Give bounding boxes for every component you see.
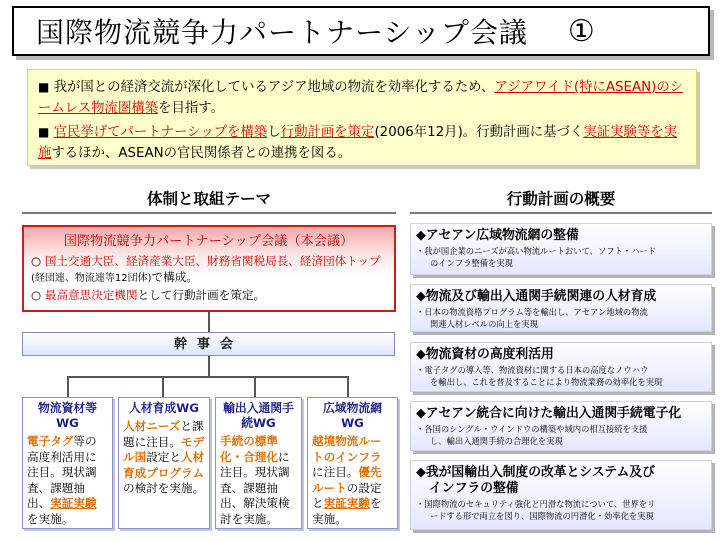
bullet-square-icon: ■ — [38, 80, 50, 94]
wg-box-network — [307, 397, 398, 529]
connector-line — [208, 312, 210, 332]
wg-body — [312, 434, 393, 527]
wg-title: 広域物流網WG — [323, 401, 382, 430]
council-members: 国土交通大臣、経済産業大臣、財務省関税局長、経済団体トップ — [44, 254, 381, 268]
wg-box-customs — [215, 397, 302, 529]
wg-highlight: モデル国 — [123, 434, 205, 464]
council-bullet-2 — [31, 288, 386, 304]
action-item-desc: ・日本の物流資格プログラム等を輸出し、アセアン地域の物流 — [416, 307, 648, 317]
wg-text: の検討を実施。 — [123, 481, 205, 495]
action-item-desc: 関連人材レベルの向上を実現 — [430, 318, 538, 329]
left-section-header: 体制と取組テーマ — [22, 184, 396, 214]
action-item-desc: を輸出し、これを普及することにより物流業務の効率化を実現 — [430, 376, 663, 387]
intro-text: を目指す。 — [158, 101, 225, 116]
connector-line — [208, 356, 210, 376]
wg-text: と課題に注目。 — [123, 419, 204, 449]
intro-box — [27, 69, 697, 166]
wg-title: 物流資材等WG — [38, 401, 97, 430]
action-item-title: インフラの整備 — [429, 481, 519, 496]
action-item-4 — [410, 401, 712, 451]
action-item-3 — [410, 342, 712, 392]
wg-text: 設定と — [146, 450, 181, 464]
connector-line — [67, 376, 69, 397]
action-item-desc: のインフラ整備を実現 — [430, 257, 513, 268]
action-item-1 — [410, 223, 712, 275]
page-title: 国際物流競争力パートナーシップ会議 — [36, 16, 528, 49]
wg-body — [123, 419, 205, 497]
action-item-title: ◆我が国輸出入制度の改革とシステム及び — [416, 465, 655, 480]
circle-bullet-icon: ○ — [31, 254, 42, 268]
action-item-desc: ・各国のシングル・ウインドウの構築や域内の相互接続を支援 — [416, 424, 648, 434]
action-item-desc: ードする形で両立を図り、国際物流の円滑化・効率化を実現 — [430, 510, 654, 521]
action-item-desc: ・我が国企業のニーズが高い物流ルートおいて、ソフト・ハード — [416, 246, 657, 256]
action-item-title: ◆物流資材の高度利活用 — [416, 347, 554, 362]
intro-highlight: 官民挙げてパートナーシップを構築 — [53, 125, 268, 140]
connector-line — [347, 376, 349, 397]
wg-body — [220, 434, 297, 527]
title-box — [12, 6, 710, 56]
wg-text: を実施。 — [312, 496, 382, 526]
wg-text: に注目。 — [312, 465, 359, 479]
connector-line — [162, 376, 164, 397]
wg-title: 人材育成WG — [129, 401, 199, 415]
wg-highlight: 手続の標準化・合理化 — [220, 434, 278, 464]
action-item-2 — [410, 284, 712, 332]
wg-highlight: 人材ニーズ — [123, 419, 181, 433]
council-text: で構成。 — [151, 269, 198, 284]
council-bullet-1 — [31, 254, 386, 286]
action-item-title: ◆アセアン広域物流網の整備 — [416, 228, 579, 243]
intro-text: (2006年12月)。行動計画に基づく — [374, 125, 584, 140]
intro-text: し — [267, 125, 281, 140]
wg-highlight: 電子タグ — [27, 434, 74, 448]
intro-highlight: アジアワイド(特にASEAN)のシームレス物流圏構築 — [38, 80, 684, 116]
intro-highlight: 実証実験等を実施 — [38, 125, 678, 161]
wg-highlight: 優先ルート — [312, 465, 382, 495]
connector-line — [254, 376, 256, 397]
action-item-desc: し、輸出入通関手続の合理化を実現 — [430, 435, 563, 446]
intro-highlight: 行動計画を策定 — [280, 125, 375, 140]
right-section-header: 行動計画の概要 — [410, 184, 712, 214]
intro-text: するほか、ASEANの官民関係者との連携を図る。 — [51, 146, 352, 161]
wg-body — [27, 434, 108, 527]
council-members-note: (経団連、物流連等12団体) — [31, 272, 152, 284]
wg-box-hr — [118, 397, 210, 529]
intro-paragraph-2 — [38, 122, 688, 164]
intro-text: 我が国との経済交流が深化しているアジア地域の物流を効率化するため、 — [53, 80, 495, 95]
wg-highlight: 実証実験 — [323, 496, 370, 510]
wg-box-materials — [22, 397, 113, 529]
kanjikai-box: 幹事会 — [22, 332, 395, 356]
bullet-square-icon: ■ — [38, 125, 50, 139]
council-box — [22, 225, 396, 312]
wg-text: に注目。現状調査、課題抽出、解決策検討を実施。 — [220, 449, 290, 526]
wg-text: を実施。 — [27, 511, 74, 526]
circle-bullet-icon: ○ — [31, 288, 42, 302]
action-item-title: ◆アセアン統合に向けた輸出入通関手続電子化 — [416, 406, 682, 421]
action-item-desc: ・電子タグの導入等、物流資材に関する日本の高度なノウハウ — [416, 365, 649, 375]
wg-highlight: 人材育成プログラム — [123, 450, 205, 480]
wg-title: 輸出入通関手続WG — [223, 401, 294, 430]
council-title: 国際物流競争力パートナーシップ会議（本会議） — [63, 234, 354, 249]
wg-text: 等の高度利活用に注目。現状調査、課題抽出、 — [27, 434, 97, 510]
council-text: として行動計画を策定。 — [137, 288, 266, 302]
wg-highlight: 実証実験 — [50, 496, 97, 510]
wg-highlight: 越境物流ルートのインフラ — [312, 434, 382, 464]
action-item-5 — [410, 460, 712, 530]
council-role: 最高意思決定機関 — [44, 288, 138, 302]
intro-paragraph-1 — [38, 77, 688, 119]
page-number: ① — [567, 13, 595, 49]
action-item-title: ◆物流及び輸出入通関手続関連の人材育成 — [416, 289, 657, 304]
action-item-desc: ・国際物流のセキュリティ強化と円滑な物流について、世界をリ — [416, 499, 656, 509]
connector-line — [67, 376, 347, 378]
wg-text: の設定と — [312, 480, 382, 510]
